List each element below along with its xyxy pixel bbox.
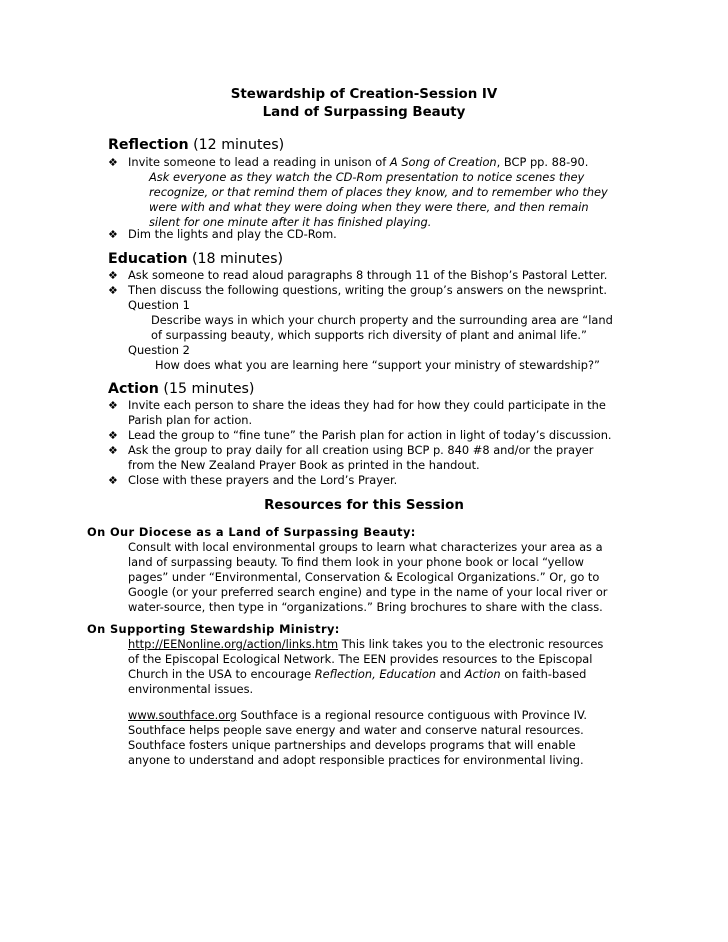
question-1-text: Describe ways in which your church property and the surrounding area are “land xyxy=(151,313,613,327)
reflection-instruction-line: silent for one minute after it has finished playing. xyxy=(149,215,432,229)
education-duration: (18 minutes) xyxy=(191,251,284,267)
question-2-text: How does what you are learning here “support your ministry of stewardship?” xyxy=(155,358,600,372)
diamond-bullet-icon: ❖ xyxy=(108,269,118,282)
document-title: Stewardship of Creation-Session IV xyxy=(230,87,498,102)
reflection-duration: (12 minutes) xyxy=(193,137,285,153)
reflection-bullet-1-text: Invite someone to lead a reading in unison of A Song of Creation, BCP pp. 88-90. xyxy=(128,155,589,169)
diamond-bullet-icon: ❖ xyxy=(108,474,118,487)
reflection-instruction-line: Ask everyone as they watch the CD-Rom presentation to notice scenes they xyxy=(149,170,585,184)
document-subtitle: Land of Surpassing Beauty xyxy=(262,105,466,120)
reflection-title: Reflection xyxy=(108,137,189,153)
action-duration: (15 minutes) xyxy=(163,381,255,397)
diamond-bullet-icon: ❖ xyxy=(108,429,118,442)
document-page: Stewardship of Creation-Session IV Land of Surpassing Beauty Reflection (12 minutes) ❖ Invite someone to lead a reading in unison of A Song of Creation, BCP pp. 88-90. Ask everyone as they watch the CD-Rom presentation to notice scenes they recognize, or that remind them of places they know, and to remember who they were with and what they were doing when they were there, and then remain silent for one minute after it has finished playing. ❖ Dim the lights and play the CD-Rom. Education (18 minutes) ❖ Ask someone to read aloud paragraphs 8 through 11 of the Bishop’s Pastoral Letter. ❖ Then discuss the following questions, writing the group’s answers on the newsprint. Question 1 Describe ways in which your church property and the surrounding area are “land of surpassing beauty, which supports rich diversity of plant and animal life.” Question 2 How does what you are learning here “support your ministry of stewardship?” Action (15 minutes) ❖ Invite each person to share the ideas they had for how they could participate in the Parish plan for action. ❖ Lead the group to “fine tune” the Parish plan for action in light of today’s discussion. ❖ Ask the group to pray daily for all creation using BCP p. 840 #8 and/or the prayer from the New Zealand Prayer Book as printed in the handout. ❖ Close with these prayers and the Lord’s Prayer. Resources for this Session On Our Diocese as a Land of Surpassing Beauty: Consult with local environmental groups to learn what characterizes your area as a land of surpassing beauty. To find them look in your phone book or local “yellow pages” under “Environmental, Conservation & Ecological Organizations.” Or, go to Google (or your preferred search engine) and type in the name of your local river or water-source, then type in “organizations.” Bring brochures to share with the class. On Supporting Stewardship Ministry: http://EENonline.org/action/links.htm This link takes you to the electronic resources of the Episcopal Ecological Network. The EEN provides resources to the Episcopal Church in the USA to encourage Reflection, Education and Action on faith-based environmental issues. www.southface.org Southface is a regional resource contiguous with Province IV. Southface helps people save energy and water and conserve natural resources. Southface fosters unique partnerships and develops programs that will enable anyone to understand and adopt responsible practices for environmental living. xyxy=(0,0,728,942)
reflection-instruction-line: recognize, or that remind them of places they know, and to remember who they xyxy=(149,185,608,199)
diocese-section-heading: On Our Diocese as a Land of Surpassing Beauty: xyxy=(87,525,416,539)
southface-paragraph: www.southface.org Southface is a regional resource contiguous with Province IV. Southface helps people save energy and water and conserve natural resources. Southface fosters unique partnerships and develops programs that will enable anyone to understand and adopt responsible practices for environmental living. xyxy=(128,708,587,767)
diamond-bullet-icon: ❖ xyxy=(108,228,118,241)
een-paragraph: http://EENonline.org/action/links.htm This link takes you to the electronic resources of the Episcopal Ecological Network. The EEN provides resources to the Episcopal Church in the USA to encourage Reflection, Education and Action on faith-based environmental issues. xyxy=(128,637,604,696)
reflection-heading xyxy=(108,136,284,154)
reflection-instruction-line: were with and what they were doing when they were there, and then remain xyxy=(149,200,589,214)
support-section-heading: On Supporting Stewardship Ministry: xyxy=(87,622,340,636)
question-1-text: of surpassing beauty, which supports rich diversity of plant and animal life.” xyxy=(151,328,587,342)
question-1-label: Question 1 xyxy=(128,298,190,312)
question-2-label: Question 2 xyxy=(128,343,190,357)
action-title: Action xyxy=(108,381,159,397)
diamond-bullet-icon: ❖ xyxy=(108,399,118,412)
een-link[interactable]: http://EENonline.org/action/links.htm xyxy=(128,637,339,651)
diocese-paragraph: Consult with local environmental groups to learn what characterizes your area as a land of surpassing beauty. To find them look in your phone book or local “yellow pages” under “Environmental, Conservation & Ecological Organizations.” Or, go to Google (or your preferred search engine) and type in the name of your local river or water-source, then type in “organizations.” Bring brochures to share with the class. xyxy=(128,540,608,614)
diamond-bullet-icon: ❖ xyxy=(108,284,118,297)
southface-link[interactable]: www.southface.org xyxy=(128,708,237,722)
education-title: Education xyxy=(108,251,188,267)
diamond-bullet-icon: ❖ xyxy=(108,444,118,457)
resources-heading: Resources for this Session xyxy=(264,498,464,513)
action-heading xyxy=(108,380,254,398)
diamond-bullet-icon: ❖ xyxy=(108,156,118,169)
education-heading xyxy=(108,250,283,268)
